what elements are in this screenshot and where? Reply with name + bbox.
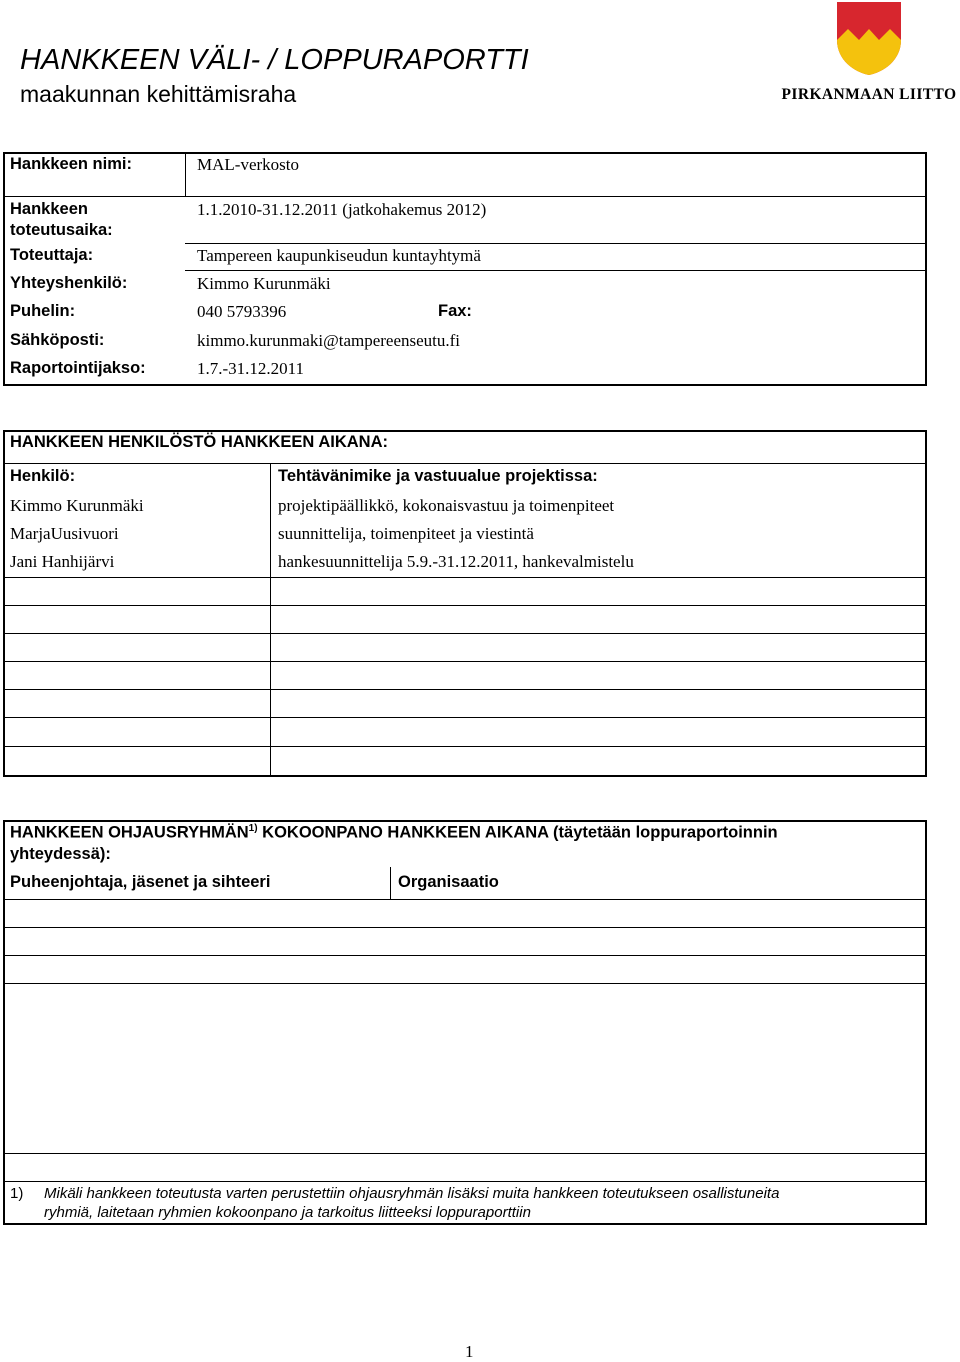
divider	[4, 463, 925, 464]
pirkanmaa-crest-icon	[834, 0, 904, 76]
implementer-value: Tampereen kaupunkiseudun kuntayhtymä	[197, 246, 481, 265]
project-period-value: 1.1.2010-31.12.2011 (jatkohakemus 2012)	[197, 200, 487, 219]
email-value: kimmo.kurunmaki@tampereenseutu.fi	[197, 331, 461, 350]
steering-heading-part2: KOKOONPANO HANKKEEN AIKANA (täytetään loppuraportoinnin	[262, 823, 778, 842]
report-period-value: 1.7.-31.12.2011	[197, 359, 305, 378]
document-title: HANKKEEN VÄLI- / LOPPURAPORTTI	[20, 44, 529, 76]
divider	[390, 867, 391, 899]
contact-label: Yhteyshenkilö:	[10, 274, 128, 292]
staff-person: MarjaUusivuori	[10, 524, 119, 543]
document-subtitle: maakunnan kehittämisraha	[20, 81, 297, 107]
divider	[4, 689, 925, 690]
report-period-label: Raportointijakso:	[10, 359, 146, 377]
staff-col-person: Henkilö:	[10, 467, 76, 485]
divider	[4, 633, 925, 634]
divider	[4, 955, 925, 956]
staff-role: projektipäällikkö, kokonaisvastuu ja toimenpiteet	[278, 496, 615, 515]
divider	[4, 983, 925, 984]
project-period-label: Hankkeen	[10, 200, 88, 218]
phone-value: 040 5793396	[197, 302, 287, 321]
divider	[4, 899, 925, 900]
staff-role: suunnittelija, toimenpiteet ja viestintä	[278, 524, 534, 543]
logo-text: PIRKANMAAN LIITTO	[781, 86, 957, 103]
divider	[4, 661, 925, 662]
divider	[4, 717, 925, 718]
divider	[4, 196, 925, 197]
divider	[4, 1181, 925, 1182]
steering-col-members: Puheenjohtaja, jäsenet ja sihteeri	[10, 873, 271, 891]
steering-col-org: Organisaatio	[398, 873, 499, 891]
footnote-text: Mikäli hankkeen toteutusta varten perustettiin ohjausryhmän lisäksi muita hankkeen toteutukseen osallistuneita	[44, 1185, 780, 1202]
divider	[185, 243, 925, 244]
divider	[4, 577, 925, 578]
steering-heading-part1: HANKKEEN OHJAUSRYHMÄN	[10, 823, 249, 842]
fax-label: Fax:	[438, 302, 472, 320]
footnote-ref: 1)	[248, 823, 258, 834]
steering-heading	[10, 823, 778, 843]
staff-heading: HANKKEEN HENKILÖSTÖ HANKKEEN AIKANA:	[10, 433, 388, 451]
pirkanmaan-liitto-logo	[778, 0, 958, 110]
contact-value: Kimmo Kurunmäki	[197, 274, 331, 293]
project-name-label: Hankkeen nimi:	[10, 155, 132, 173]
staff-person: Jani Hanhijärvi	[10, 552, 115, 571]
staff-col-role: Tehtävänimike ja vastuualue projektissa:	[278, 467, 598, 485]
divider	[4, 1153, 925, 1154]
project-info-box	[3, 152, 927, 386]
divider	[4, 746, 925, 747]
divider	[185, 153, 186, 196]
divider	[4, 927, 925, 928]
project-period-label-line2: toteutusaika:	[10, 221, 113, 239]
footnote-text-line2: ryhmiä, laitetaan ryhmien kokoonpano ja tarkoitus liitteeksi loppuraporttiin	[44, 1204, 531, 1221]
project-name-value: MAL-verkosto	[197, 155, 299, 174]
divider	[4, 605, 925, 606]
steering-heading-line2: yhteydessä):	[10, 845, 111, 863]
staff-role: hankesuunnittelija 5.9.-31.12.2011, hankevalmistelu	[278, 552, 634, 571]
divider	[185, 270, 925, 271]
footnote-marker: 1)	[10, 1185, 24, 1202]
implementer-label: Toteuttaja:	[10, 246, 94, 264]
divider	[270, 463, 271, 775]
staff-person: Kimmo Kurunmäki	[10, 496, 144, 515]
page-number: 1	[465, 1342, 474, 1361]
phone-label: Puhelin:	[10, 302, 76, 320]
email-label: Sähköposti:	[10, 331, 105, 349]
